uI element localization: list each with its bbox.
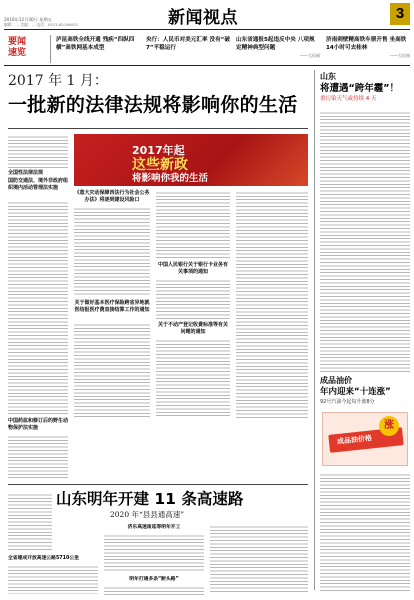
rail-headline: 山东明年开建 11 条高速路 — [56, 490, 244, 508]
masthead — [0, 0, 414, 28]
subhead: 中国药监和修订后的野生动物保护法实施 — [8, 418, 69, 431]
body-text-col3 — [156, 190, 230, 260]
oil-title: 成品油价 — [320, 376, 352, 385]
briefs-bar — [4, 33, 410, 66]
editor-line: 编辑：... 美编：... 电话：0531-85196001 — [4, 22, 79, 27]
briefs-divider — [50, 35, 51, 63]
main-headline-block — [8, 70, 308, 130]
subhead: 中国人民银行关于银行卡业务有关事项的通知 — [157, 262, 228, 275]
oil-graphic — [322, 412, 408, 466]
rail-subhead: 全省建成开放高速公路5710公里 — [8, 556, 79, 561]
oil-note: 92号汽油今起每升涨8分 — [320, 399, 375, 405]
graphic-line2: 将影响你我的生活 — [132, 173, 209, 184]
page-number-badge: 3 — [390, 3, 410, 25]
rail-text-col1b — [8, 564, 98, 594]
graphic-year: 2017年起 — [132, 144, 185, 157]
brief-item[interactable] — [146, 36, 230, 53]
rail-text-col1 — [8, 492, 52, 552]
briefs-label: 要闻速览 — [8, 37, 27, 58]
body-text-col1c — [8, 434, 68, 480]
oil-subtitle: 年内迎来“十连涨” — [320, 387, 391, 397]
subhead: 《意大灾动保障西法行为社会公务办法》将逐到建设风险口 — [74, 190, 150, 203]
page-title: 新闻视点 — [168, 8, 238, 28]
body-text-col1b — [8, 200, 68, 416]
shandong-subtitle: 将遭遇“跨年霾”！ — [320, 83, 399, 94]
masthead-rule — [4, 29, 410, 30]
brief-item[interactable] — [236, 36, 320, 59]
body-text-col3b — [156, 278, 230, 320]
body-text-col2 — [74, 206, 150, 296]
brief-item[interactable] — [56, 36, 140, 53]
rail-text-col3 — [210, 524, 308, 594]
oil-text — [320, 472, 410, 592]
brief-title: 泸昆高铁全线开通 残疾“四纵四横”高铁网基本成型 — [56, 37, 135, 52]
shandong-kicker: 重污染天气或持续 4 天 — [320, 96, 377, 102]
subhead: 全国性法律法规 — [8, 170, 44, 176]
brief-byline: ——大民网 — [390, 52, 410, 58]
up-arrow-icon: 涨 — [379, 416, 399, 436]
oil-box — [320, 375, 410, 405]
graphic-line1: 这些新政 — [132, 157, 188, 173]
brief-title: 济南刺壁精高铁车票开售 坐高铁14小时可去桂林 — [326, 37, 407, 52]
body-text-col4 — [236, 190, 308, 418]
shandong-text — [320, 110, 410, 372]
policy-graphic — [74, 134, 308, 186]
subhead: 关于不动产登记收费标准等有关问题的通知 — [157, 322, 228, 335]
right-column-divider — [314, 70, 315, 590]
brief-byline: ——大民网 — [300, 52, 320, 58]
main-headline-pre: 2017 年 1 月： — [8, 73, 108, 89]
body-text-col3c — [156, 338, 230, 418]
main-headline: 一批新的法律法规将影响你的生活 — [8, 94, 298, 116]
brief-title: 央行：人民币对美元汇率 没有“破7”平稳运行 — [146, 37, 230, 52]
brief-title: 山东省通报5起违反中央 八项规定精神典型问题 — [236, 37, 315, 52]
rail-subheadline: 2020 年“县县通高速” — [110, 510, 185, 519]
brief-item[interactable] — [326, 36, 410, 59]
oil-graphic-caption: 成品油价格 — [336, 434, 373, 446]
rail-subhead: 明年打通多条“断头路” — [129, 577, 179, 582]
briefs-bottom-rule — [4, 65, 410, 66]
subhead: 关于做好基本医疗保险跨省异地就医结报医疗费直接结算工作的通知 — [74, 300, 150, 313]
body-text-col2b — [74, 322, 150, 418]
rail-subhead: 济乐高速南延等明年开工 — [127, 525, 181, 530]
section-rule — [8, 484, 308, 485]
rail-text-col2 — [104, 533, 204, 573]
shandong-title: 山东 — [320, 72, 336, 81]
subhead: 国防交通法、境外非政府组织境内活动管理法实施 — [8, 178, 69, 191]
body-text-col1 — [8, 134, 68, 169]
rail-text-col2b — [104, 585, 204, 595]
date-line: 2016年12月30日 星期五 — [4, 17, 52, 22]
headline-rule — [8, 128, 308, 129]
